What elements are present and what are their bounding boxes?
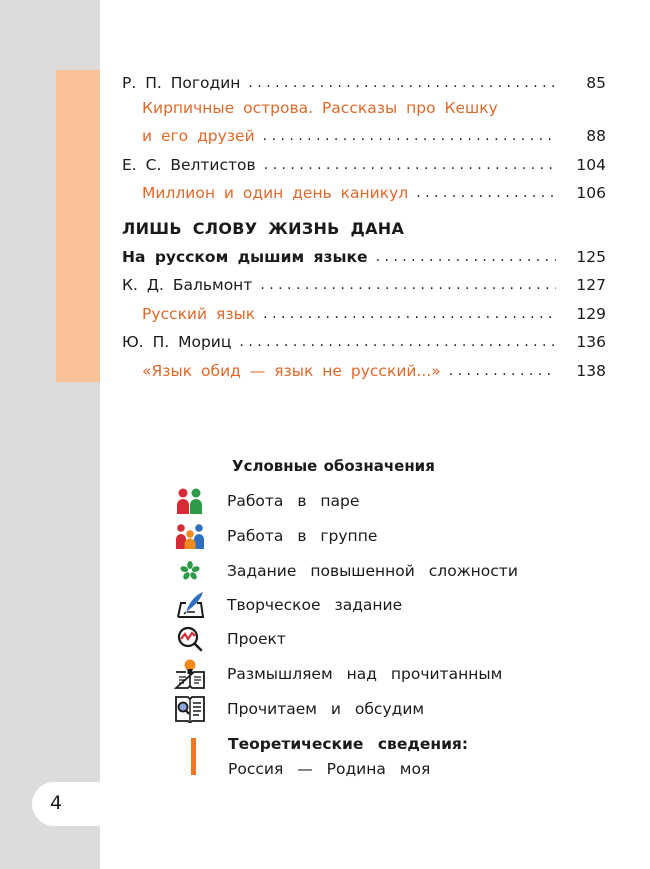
toc-entry-title: и его друзей	[122, 126, 263, 146]
toc-entry-page: 85	[586, 73, 606, 92]
toc-entry-title: Ю. П. Мориц	[122, 332, 239, 352]
toc-entry-title: «Язык обид — язык не русский...»	[122, 361, 449, 381]
legend-item-creative-task	[170, 589, 402, 621]
legend-item-reflect	[170, 658, 502, 690]
legend-title: Условные обозначения	[232, 457, 435, 475]
dot-leader	[263, 304, 556, 324]
read-and-discuss-icon	[170, 693, 210, 725]
theory-title: Теоретические сведения:	[228, 735, 469, 753]
reflect-on-reading-icon	[170, 658, 210, 690]
dot-leader	[263, 126, 556, 146]
toc-entry-page: 129	[576, 304, 606, 323]
advanced-task-icon	[170, 555, 210, 587]
toc-entry-page: 88	[586, 127, 606, 145]
section-marker-block	[56, 70, 100, 382]
dot-leader	[248, 73, 556, 93]
dot-leader	[264, 155, 556, 175]
legend-item-read-discuss	[170, 693, 424, 725]
legend-label: Размышляем над прочитанным	[227, 665, 503, 683]
toc-entry-page: 125	[576, 247, 606, 266]
toc-entry-veltistov[interactable]	[122, 146, 606, 175]
toc-entry-title: Миллион и один день каникул	[122, 183, 416, 203]
toc-entry-balmont[interactable]	[122, 267, 606, 296]
toc-entry-title: К. Д. Бальмонт	[122, 275, 260, 295]
project-icon	[170, 623, 210, 655]
theory-subtitle: Россия — Родина моя	[228, 760, 431, 778]
toc-entry-pogodin[interactable]	[122, 64, 606, 93]
pair-work-icon	[170, 485, 210, 517]
dot-leader	[239, 332, 556, 352]
toc-entry-na-russkom[interactable]	[122, 238, 606, 267]
page-number: 4	[50, 792, 63, 814]
legend-label: Работа в паре	[227, 492, 360, 510]
section-heading: ЛИШЬ СЛОВУ ЖИЗНЬ ДАНА	[122, 219, 405, 238]
toc-entry-title: Русский язык	[122, 304, 263, 324]
toc-entry-yazyk-obid[interactable]	[122, 352, 606, 381]
legend-label: Прочитаем и обсудим	[227, 700, 425, 718]
legend-label: Творческое задание	[227, 596, 403, 614]
toc-entry-title: Е. С. Велтистов	[122, 155, 264, 175]
legend-label: Работа в группе	[227, 527, 378, 545]
legend-item-pair-work	[170, 485, 359, 517]
toc-entry-page: 127	[576, 276, 606, 294]
toc-entry-page: 138	[576, 361, 606, 380]
dot-leader	[376, 247, 556, 267]
toc-entry-page: 136	[576, 333, 606, 351]
legend-item-project	[170, 623, 286, 655]
creative-task-icon	[170, 589, 210, 621]
page-number-tab	[32, 782, 100, 826]
dot-leader	[449, 361, 556, 381]
toc-entry-title: На русском дышим языке	[122, 247, 376, 267]
theory-marker-bar	[191, 738, 196, 775]
legend-label: Проект	[227, 630, 286, 648]
dot-leader	[260, 275, 556, 295]
toc-entry-morits[interactable]	[122, 324, 606, 353]
legend-label: Задание повышенной сложности	[227, 562, 518, 580]
toc-entry-page: 106	[576, 184, 606, 202]
table-of-contents	[122, 64, 606, 381]
dot-leader	[416, 183, 556, 203]
toc-entry-kirpichnye-line2[interactable]	[122, 118, 606, 147]
toc-entry-kirpichnye-line1[interactable]	[122, 93, 606, 118]
toc-entry-title: Кирпичные острова. Рассказы про Кешку	[122, 98, 506, 118]
toc-entry-page: 104	[576, 155, 606, 174]
toc-entry-title: Р. П. Погодин	[122, 73, 248, 93]
toc-entry-million[interactable]	[122, 175, 606, 204]
group-work-icon	[170, 520, 210, 552]
legend-item-group-work	[170, 520, 377, 552]
legend-item-advanced-task	[170, 555, 518, 587]
toc-entry-russkiy-yazyk[interactable]	[122, 295, 606, 324]
